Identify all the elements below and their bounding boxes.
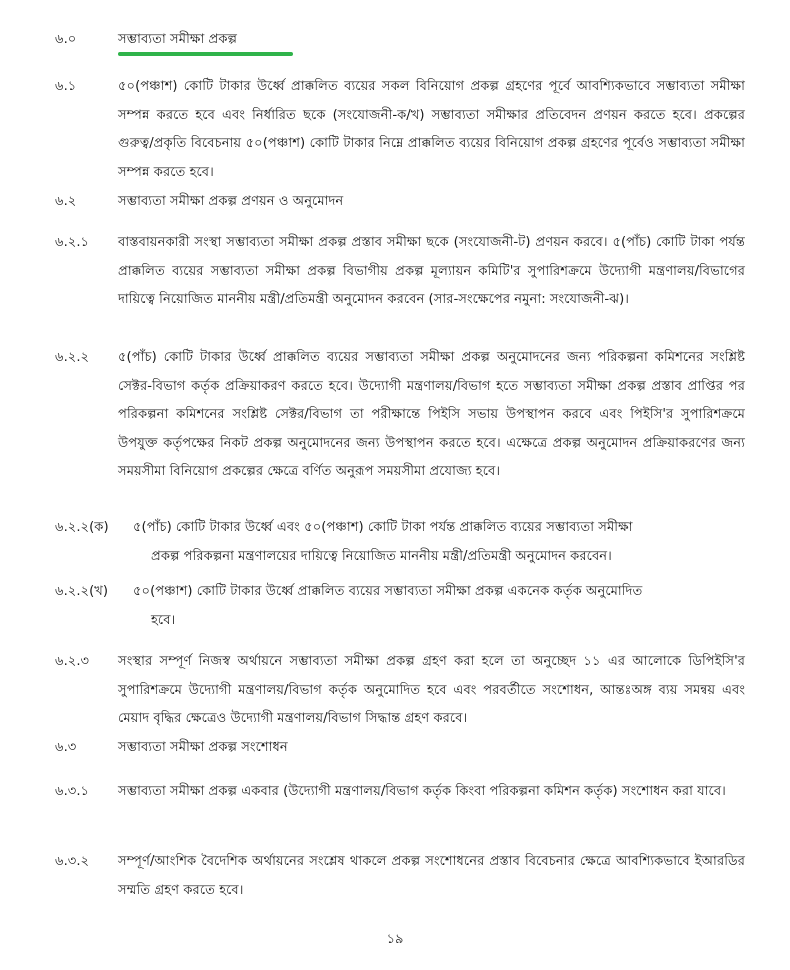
paragraph-number: ৬.২.২(ক) bbox=[55, 520, 109, 535]
section-title: সম্ভাব্যতা সমীক্ষা প্রকল্প প্রণয়ন ও অনুমোদন bbox=[118, 194, 344, 209]
paragraph-text: সম্পূর্ণ/আংশিক বৈদেশিক অর্থায়নের সংশ্লেষ থাকলে প্রকল্প সংশোধনের প্রস্তাব বিবেচনার ক্ষেত্রে আবশ্যিকভাবে ইআরডির সম্মতি গ্রহণ করতে হবে। bbox=[118, 854, 745, 898]
section-number: ৬.৩ bbox=[55, 740, 77, 755]
paragraph-text: ৫(পাঁচ) কোটি টাকার উর্ধ্বে প্রাক্কলিত ব্যয়ের সম্ভাব্যতা সমীক্ষা প্রকল্প অনুমোদনের জন্য পরিকল্পনা কমিশনের সংশ্লিষ্ট সেক্টর-বিভাগ কর্তৃক প্রক্রিয়াকরণ করতে হবে। উদ্যোগী মন্ত্রণালয়/বিভাগ হতে সম্ভাব্যতা সমীক্ষা প্রকল্প প্রস্তাব প্রাপ্তির পর পরিকল্পনা কমিশনের সংশ্লিষ্ট সেক্টর/বিভাগ তা পরীক্ষান্তে পিইসি সভায় উপস্থাপন করবে এবং পিইসি'র সুপারিশক্রমে উপযুক্ত কর্তৃপক্ষের নিকট প্রকল্প অনুমোদনের জন্য উপস্থাপন করতে হবে। এক্ষেত্রে প্রকল্প অনুমোদন প্রক্রিয়াকরণের জন্য সময়সীমা বিনিয়োগ প্রকল্পের ক্ষেত্রে বর্ণিত অনুরূপ সময়সীমা প্রযোজ্য হবে। bbox=[118, 350, 745, 479]
section-number: ৬.২ bbox=[55, 194, 77, 209]
paragraph-number: ৬.২.২(খ) bbox=[55, 584, 109, 599]
section-number: ৬.০ bbox=[55, 32, 77, 47]
page-number: ১৯ bbox=[386, 932, 404, 947]
paragraph-number: ৬.২.১ bbox=[55, 235, 90, 250]
title-underline bbox=[118, 52, 293, 56]
paragraph-text: বাস্তবায়নকারী সংস্থা সম্ভাব্যতা সমীক্ষা প্রকল্প প্রস্তাব সমীক্ষা ছকে (সংযোজনী-ট) প্রণয়ন করবে। ৫(পাঁচ) কোটি টাকা পর্যন্ত প্রাক্কলিত ব্যয়ের সম্ভাব্যতা সমীক্ষা প্রকল্প বিভাগীয় প্রকল্প মূল্যায়ন কমিটি'র সুপারিশক্রমে উদ্যোগী মন্ত্রণালয়/বিভাগের দায়িত্বে নিয়োজিত মাননীয় মন্ত্রী/প্রতিমন্ত্রী অনুমোদন করবেন (সার-সংক্ষেপের নমুনা: সংযোজনী-ঝ)। bbox=[118, 235, 745, 307]
paragraph-6-3-1 bbox=[55, 778, 745, 807]
paragraph-number: ৬.২.৩ bbox=[55, 654, 90, 669]
paragraph-number: ৬.২.২ bbox=[55, 350, 90, 365]
section-heading-6-2 bbox=[55, 188, 745, 217]
paragraph-number: ৬.৩.১ bbox=[55, 784, 90, 799]
paragraph-first-line: ৫(পাঁচ) কোটি টাকার উর্ধ্বে এবং ৫০(পঞ্চাশ) কোটি টাকা পর্যন্ত প্রাক্কলিত ব্যয়ের সম্ভাব্যতা সমীক্ষা bbox=[133, 520, 633, 535]
paragraph-text: সম্ভাব্যতা সমীক্ষা প্রকল্প একবার (উদ্যোগী মন্ত্রণালয়/বিভাগ কর্তৃক কিংবা পরিকল্পনা কমিশন কর্তৃক) সংশোধন করা যাবে। bbox=[118, 784, 726, 799]
paragraph-6-2-2 bbox=[55, 344, 745, 487]
paragraph-6-2-3 bbox=[55, 648, 745, 734]
paragraph-6-3-2 bbox=[55, 848, 745, 905]
section-heading-6-0 bbox=[55, 26, 745, 55]
paragraph-6-2-1 bbox=[55, 229, 745, 315]
section-title: সম্ভাব্যতা সমীক্ষা প্রকল্প bbox=[118, 32, 238, 47]
paragraph-number: ৬.১ bbox=[55, 79, 77, 94]
section-title: সম্ভাব্যতা সমীক্ষা প্রকল্প সংশোধন bbox=[118, 740, 288, 755]
paragraph-number: ৬.৩.২ bbox=[55, 854, 90, 869]
section-heading-6-3 bbox=[55, 734, 745, 763]
paragraph-continuation: হবে। bbox=[151, 612, 176, 628]
paragraph-first-line: ৫০(পঞ্চাশ) কোটি টাকার উর্ধ্বে প্রাক্কলিত ব্যয়ের সম্ভাব্যতা সমীক্ষা প্রকল্প একনেক কর্তৃক অনুমোদিত bbox=[133, 584, 643, 599]
paragraph-6-2-2-ka bbox=[55, 514, 745, 571]
paragraph-continuation: প্রকল্প পরিকল্পনা মন্ত্রণালয়ের দায়িত্বে নিয়োজিত মাননীয় মন্ত্রী/প্রতিমন্ত্রী অনুমোদন করবেন। bbox=[151, 548, 612, 564]
paragraph-text: ৫০(পঞ্চাশ) কোটি টাকার উর্ধ্বে প্রাক্কলিত ব্যয়ের সকল বিনিয়োগ প্রকল্প গ্রহণের পূর্বে আবশ্যিকভাবে সম্ভাব্যতা সমীক্ষা সম্পন্ন করতে হবে এবং নির্ধারিত ছকে (সংযোজনী-ক/খ) সম্ভাব্যতা সমীক্ষার প্রতিবেদন প্রণয়ন করতে হবে। প্রকল্পের গুরুত্ব/প্রকৃতি বিবেচনায় ৫০(পঞ্চাশ) কোটি টাকার নিম্নে প্রাক্কলিত ব্যয়ের বিনিয়োগ প্রকল্প গ্রহণের পূর্বেও সম্ভাব্যতা সমীক্ষা সম্পন্ন করতে হবে। bbox=[118, 79, 745, 180]
paragraph-text: সংস্থার সম্পূর্ণ নিজস্ব অর্থায়নে সম্ভাব্যতা সমীক্ষা প্রকল্প গ্রহণ করা হলে তা অনুচ্ছেদ ১১ এর আলোকে ডিপিইসি'র সুপারিশক্রমে উদ্যোগী মন্ত্রণালয়/বিভাগ কর্তৃক অনুমোদিত হবে এবং পরবর্তীতে সংশোধন, আন্তঃঅঙ্গ ব্যয় সমন্বয় এবং মেয়াদ বৃদ্ধির ক্ষেত্রেও উদ্যোগী মন্ত্রণালয়/বিভাগ সিদ্ধান্ত গ্রহণ করবে। bbox=[118, 654, 745, 726]
paragraph-6-2-2-kha bbox=[55, 578, 745, 635]
paragraph-6-1 bbox=[55, 73, 745, 187]
